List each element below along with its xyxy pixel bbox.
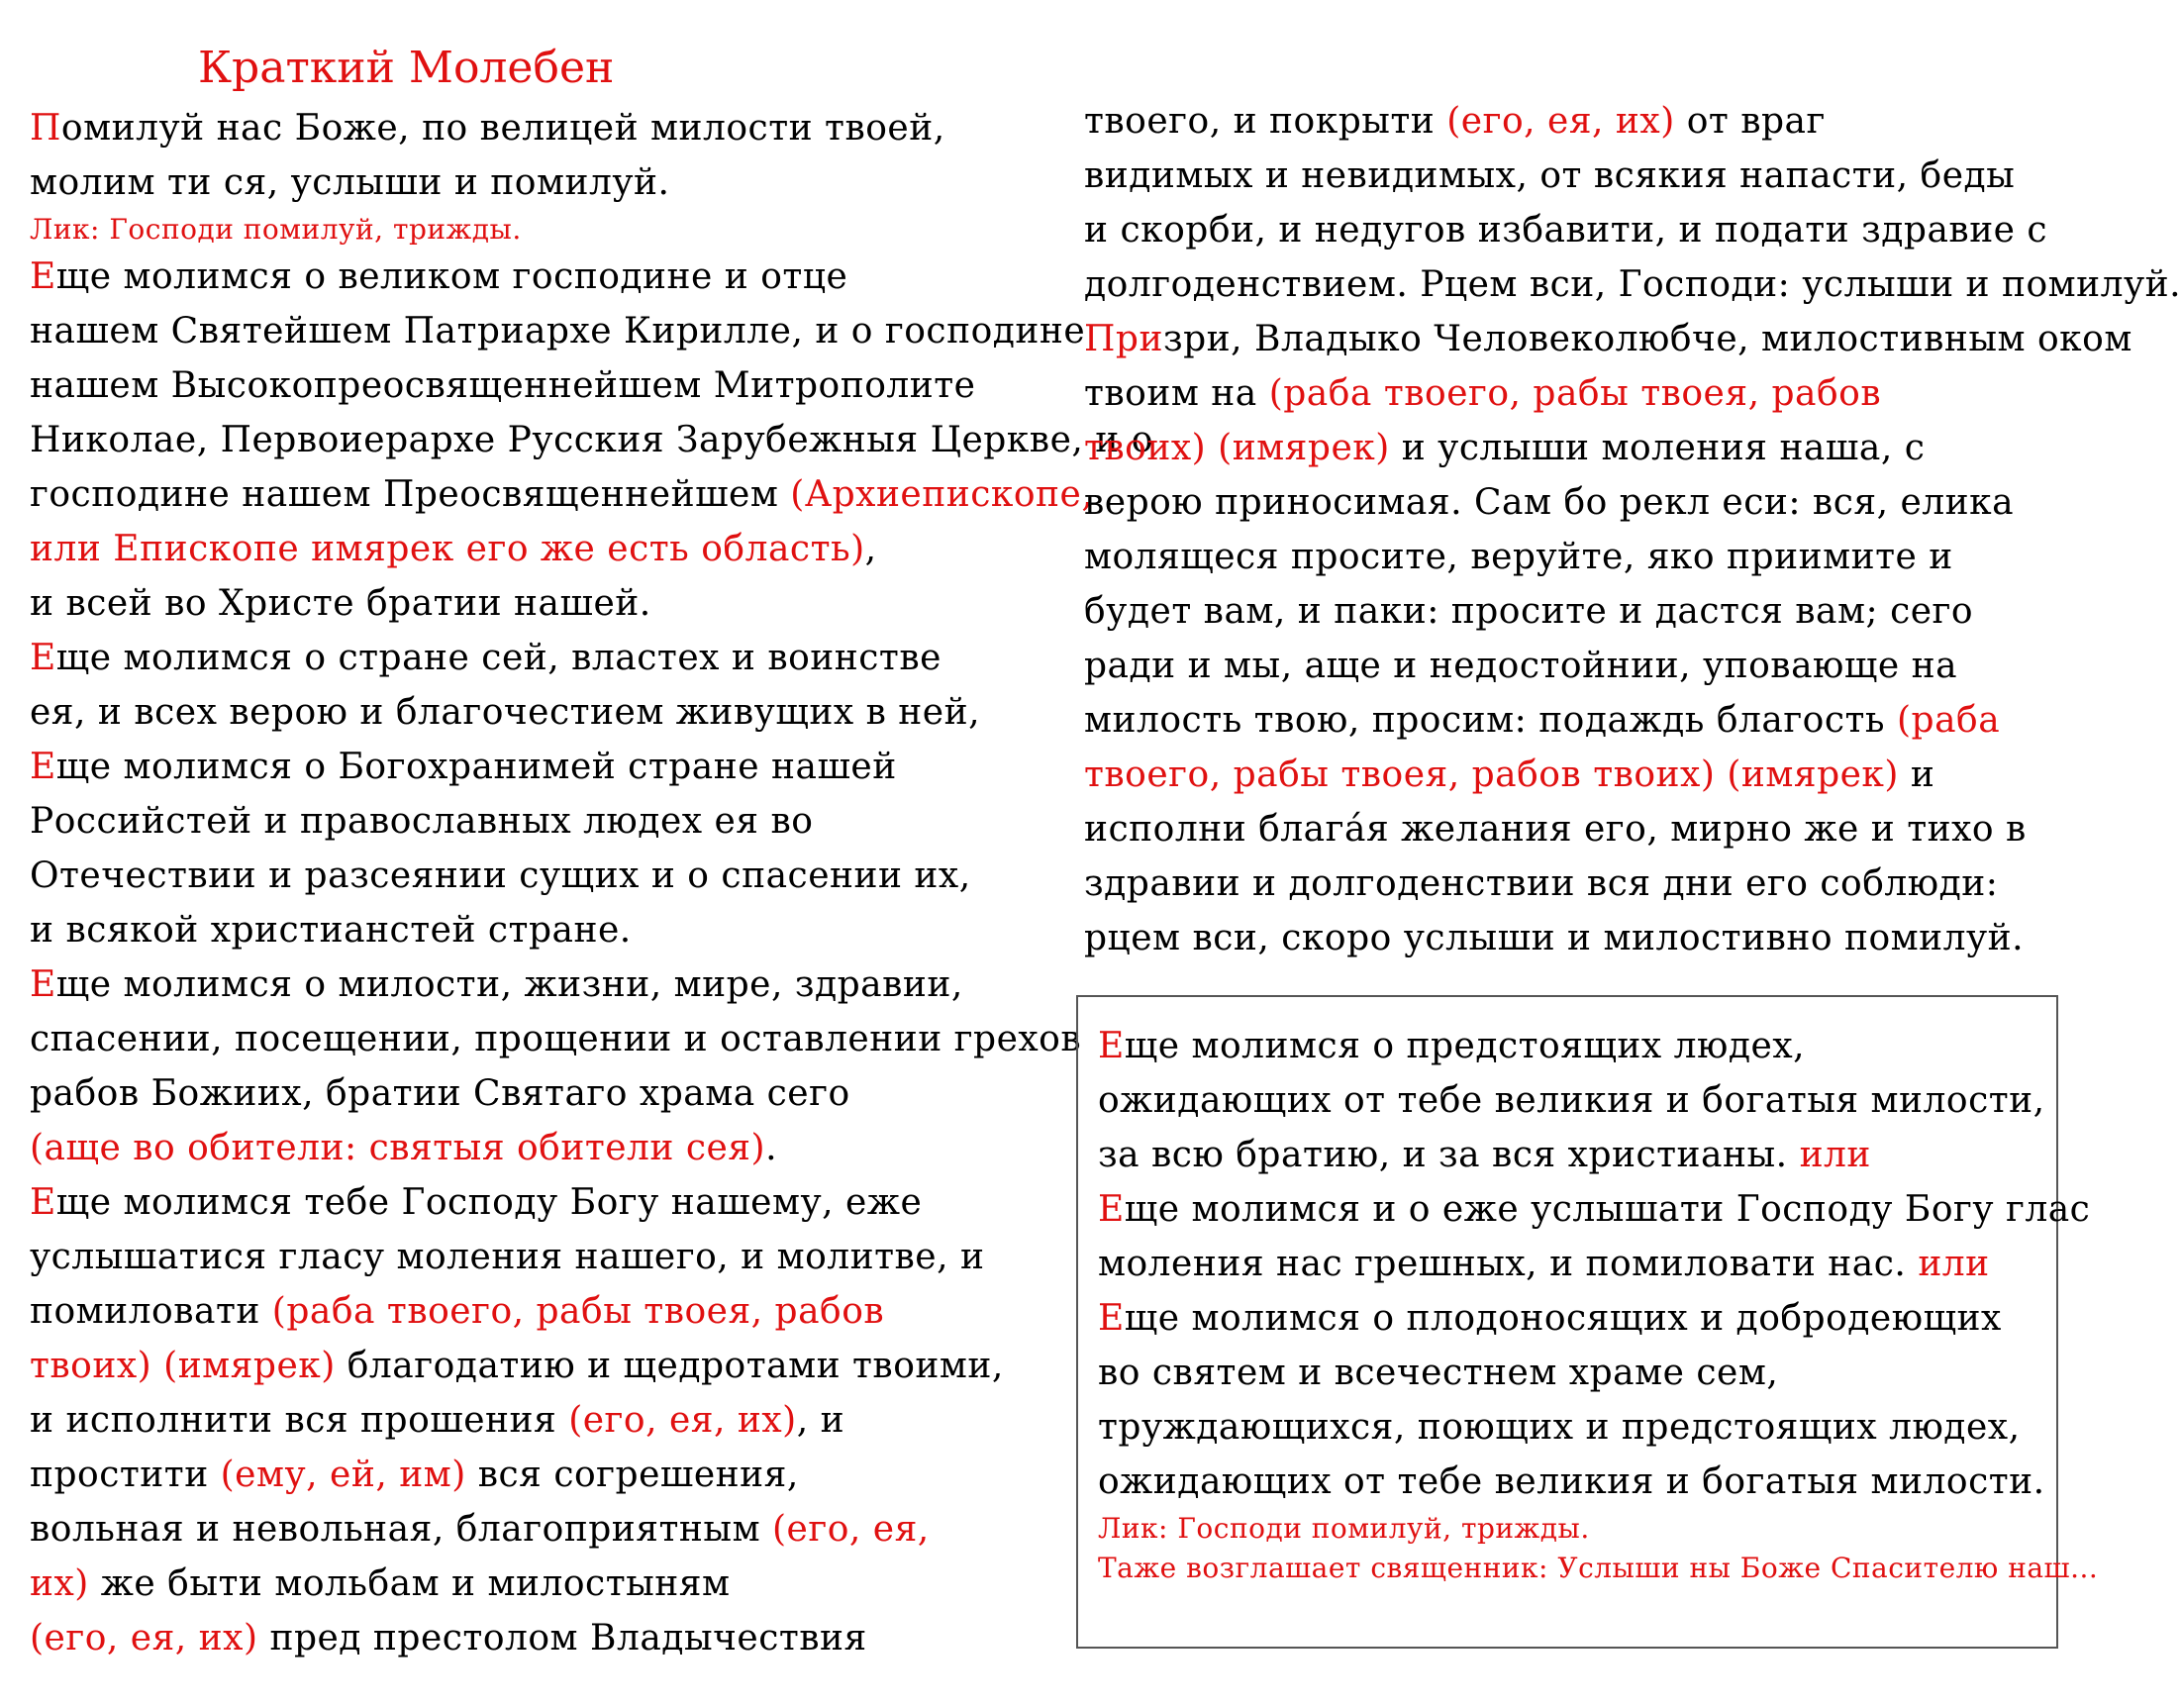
box-text-line — [1098, 1182, 2091, 1237]
text-span: , — [864, 529, 877, 569]
rubric-text: или — [1918, 1244, 1990, 1284]
text-span: ея, и всех верою и благочестием живущих в ней, — [30, 692, 981, 733]
box-text-line — [1098, 1455, 2045, 1509]
text-line — [1084, 856, 2064, 911]
right-text-block — [1084, 0, 2181, 965]
text-line — [30, 1230, 1030, 1284]
text-span: ожидающих от тебе великия и богатыя милости, — [1098, 1080, 2045, 1121]
text-span: Российстей и православных людех ея во — [30, 801, 814, 842]
rubric-text: (раба твоего, рабы твоея, рабов — [1268, 373, 1882, 414]
text-line — [1084, 639, 2064, 693]
text-line — [30, 522, 1030, 576]
text-span: господине нашем Преосвященнейшем — [30, 474, 791, 515]
text-line — [1084, 203, 2064, 257]
text-span: молим ти ся, услыши и помилуй. — [30, 162, 670, 203]
rubric-text: Е — [1098, 1189, 1125, 1230]
text-span: твоего, и покрыти — [1084, 101, 1447, 142]
text-span: за всю братию, и за вся христианы. — [1098, 1135, 1800, 1175]
text-line — [30, 1557, 1030, 1611]
rubric-text: Е — [30, 638, 56, 678]
text-line — [1084, 257, 2181, 312]
text-line — [1084, 149, 2064, 203]
box-text-line — [1098, 1128, 2036, 1182]
text-span: долгоденствием. Рцем вси, Господи: услыши и помилуй. — [1084, 264, 2181, 305]
rubric-text: твоих) (имярек) — [1084, 428, 1390, 468]
text-line — [1084, 530, 2064, 584]
text-span: и всей во Христе братии нашей. — [30, 583, 651, 624]
text-line — [30, 794, 1030, 849]
text-span: здравии и долгоденствии вся дни его соблюди: — [1084, 863, 1999, 904]
text-line — [30, 467, 1094, 522]
text-span: нашем Высокопреосвященнейшем Митрополите — [30, 365, 976, 406]
text-line — [30, 413, 1153, 467]
box-text-block — [1098, 1019, 2099, 1588]
text-span: Отечествии и разсеянии сущих и о спасении их, — [30, 855, 971, 896]
text-span: ще молимся о плодоносящих и добродеющих — [1124, 1298, 2002, 1339]
text-line — [30, 1066, 1030, 1121]
rubric-text: Лик: Господи помилуй, — [1098, 1512, 1461, 1545]
text-span: зри, Владыко Человеколюбче, милостивным оком — [1162, 319, 2132, 359]
text-span: благодатию и щедротами твоими, — [335, 1346, 1004, 1386]
text-line — [30, 1284, 1030, 1339]
text-line — [30, 1121, 1030, 1175]
rubric-text: трижды. — [1460, 1512, 1590, 1545]
text-line — [30, 957, 1030, 1012]
text-span: моления нас грешных, и помиловати нас. — [1098, 1244, 1919, 1284]
text-span: , и — [796, 1400, 845, 1441]
text-line — [30, 576, 1030, 631]
text-line — [30, 849, 1030, 903]
text-span: ще молимся о великом господине и отце — [55, 256, 848, 297]
text-span: услышатися гласу моления нашего, и молитве, и — [30, 1237, 985, 1277]
text-line — [30, 250, 1030, 304]
rubric-text: (его, ея, их) — [30, 1618, 258, 1658]
rubric-text: твоих) (имярек) — [30, 1346, 336, 1386]
rubric-text: Е — [1098, 1298, 1125, 1339]
text-span: простити — [30, 1455, 221, 1495]
text-line — [1084, 421, 2064, 475]
text-line — [1084, 802, 2064, 856]
text-span: ради и мы, аще и недостойнии, уповающе на — [1084, 646, 1958, 686]
text-line — [30, 1611, 1030, 1665]
text-line — [1084, 911, 2064, 965]
text-line — [30, 685, 1030, 740]
text-span: нашем Святейшем Патриархе Кирилле, и о господине — [30, 311, 1086, 352]
right-column — [1084, 0, 2181, 965]
text-span: твоим на — [1084, 373, 1269, 414]
text-span: же быти мольбам и милостыням — [88, 1563, 731, 1604]
text-line — [1084, 693, 2064, 748]
text-span: во святем и всечестнем храме сем, — [1098, 1353, 1779, 1393]
text-line — [30, 304, 1086, 358]
text-span: помиловати — [30, 1291, 272, 1332]
text-line — [1084, 94, 2064, 149]
text-span: вольная и невольная, благоприятным — [30, 1509, 773, 1550]
text-line — [30, 1012, 1082, 1066]
rubric-text: (раба — [1896, 700, 2001, 741]
box-text-line — [1098, 1400, 2036, 1455]
petitions-box — [1076, 995, 2099, 1649]
rubric-text: Лик: Господи помилуй, — [30, 213, 393, 246]
rubric-text: или Епископе имярек его же есть область) — [30, 529, 865, 569]
text-span: молящеся просите, веруйте, яко приимите и — [1084, 537, 1953, 577]
text-span: и услыши моления наша, с — [1389, 428, 1926, 468]
rubric-text: Е — [30, 1182, 56, 1223]
rubric-text: Е — [30, 964, 56, 1005]
text-span: вся согрешения, — [465, 1455, 799, 1495]
text-line — [30, 358, 1030, 413]
text-span: и — [1898, 754, 1935, 795]
box-text-line — [1098, 1019, 2036, 1073]
box-text-line — [1098, 1346, 2036, 1400]
text-span: ожидающих от тебе великия и богатыя милости. — [1098, 1461, 2045, 1502]
box-text-line — [1098, 1549, 2099, 1588]
rubric-text: При — [1084, 319, 1163, 359]
rubric-text: трижды. — [392, 213, 522, 246]
text-line — [30, 631, 1030, 685]
text-span: от враг — [1674, 101, 1826, 142]
text-span: рабов Божиих, братии Святаго храма сего — [30, 1073, 850, 1114]
left-column — [30, 0, 1153, 1665]
text-span: ще молимся и о еже услышати Господу Богу глас — [1124, 1189, 2091, 1230]
rubric-text: Е — [30, 256, 56, 297]
text-line — [30, 1175, 1030, 1230]
text-span: спасении, посещении, прощении и оставлении грехов — [30, 1019, 1082, 1059]
text-span: рцем вси, скоро услыши и милостивно помилуй. — [1084, 918, 2025, 958]
text-span: и скорби, и недугов избавити, и подати здравие с — [1084, 210, 2048, 251]
left-text-block — [30, 101, 1153, 1665]
text-line — [1084, 366, 2064, 421]
text-line — [30, 101, 1030, 155]
text-span: и исполнити вся прошения — [30, 1400, 569, 1441]
text-line — [1084, 748, 2064, 802]
text-span: и всякой христианстей стране. — [30, 910, 632, 951]
rubric-text: (Архиепископе, — [790, 474, 1094, 515]
rubric-text: их) — [30, 1563, 89, 1604]
text-line — [1084, 475, 2064, 530]
rubric-text: Е — [30, 747, 56, 787]
text-span: ще молимся о Богохранимей стране нашей — [55, 747, 897, 787]
rubric-text: (его, ея, их) — [568, 1400, 797, 1441]
rubric-text: (его, ея, — [772, 1509, 930, 1550]
text-line — [30, 1448, 1030, 1502]
text-line — [1084, 584, 2064, 639]
text-line — [30, 903, 1030, 957]
text-line — [30, 210, 1030, 250]
rubric-text: или — [1799, 1135, 1871, 1175]
text-line — [1084, 312, 2132, 366]
rubric-text: (ему, ей, им) — [220, 1455, 466, 1495]
text-line — [30, 1339, 1030, 1393]
rubric-text: Е — [1098, 1026, 1125, 1066]
text-span: труждающихся, поющих и предстоящих людех, — [1098, 1407, 2021, 1448]
rubric-text: (раба твоего, рабы твоея, рабов — [271, 1291, 885, 1332]
rubric-text: твоего, рабы твоея, рабов твоих) (имярек) — [1084, 754, 1899, 795]
text-span: ще молимся о предстоящих людех, — [1124, 1026, 1806, 1066]
page-title: Краткий Молебен — [198, 43, 615, 93]
text-line — [30, 1502, 1030, 1557]
text-span: видимых и невидимых, от всякия напасти, беды — [1084, 155, 2016, 196]
box-text-line — [1098, 1291, 2036, 1346]
rubric-text: (аще во обители: святыя обители сея) — [30, 1128, 766, 1168]
text-span: ще молимся о милости, жизни, мире, здравии, — [55, 964, 963, 1005]
text-span: . — [765, 1128, 778, 1168]
text-span: ще молимся о стране сей, властех и воинстве — [55, 638, 942, 678]
box-text-line — [1098, 1237, 2036, 1291]
text-span: Николае, Первоиерархе Русския Зарубежныя Церкве, и о — [30, 420, 1153, 460]
rubric-text: П — [30, 108, 61, 149]
text-line — [30, 1393, 1030, 1448]
text-line — [30, 155, 1030, 210]
rubric-text: Таже возглашает священник: Услыши ны Боже Спасителю наш... — [1098, 1552, 2099, 1584]
text-span: верою приносимая. Сам бо рекл еси: вся, елика — [1084, 482, 2015, 523]
text-span: ще молимся тебе Господу Богу нашему, еже — [55, 1182, 923, 1223]
text-span: пред престолом Владычествия — [257, 1618, 867, 1658]
box-text-line — [1098, 1509, 2036, 1549]
text-span: будет вам, и паки: просите и дастся вам; сего — [1084, 591, 1974, 632]
text-line — [30, 740, 1030, 794]
text-span: исполни блага́я желания его, мирно же и тихо в — [1084, 809, 2027, 850]
text-span: омилуй нас Боже, по велицей милости твоей, — [60, 108, 945, 149]
box-text-line — [1098, 1073, 2045, 1128]
text-span: милость твою, просим: подаждь благость — [1084, 700, 1897, 741]
rubric-text: (его, ея, их) — [1446, 101, 1675, 142]
